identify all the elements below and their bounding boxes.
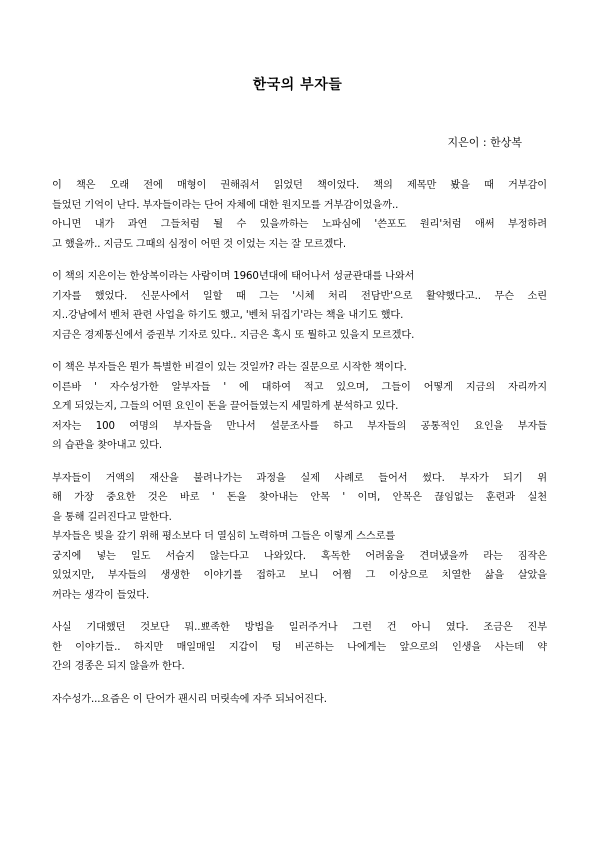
text-line: 기자를 했었다. 신문사에서 일할 때 그는 '시체 처리 전담반'으로 활약했다고.. 무슨 소린 [52,290,547,302]
text-line: 궁지에 넣는 일도 서슴지 않는다고 나와있다. 혹독한 어려움을 견뎌냈을까 라는 짐작은 [52,550,547,562]
text-line: 꺼라는 생각이 들었다. [52,589,150,601]
text-line: 부자들이 거액의 재산을 불려나가는 과정을 실제 사례로 들어서 썼다. 부자가 되기 위 [52,472,547,484]
text-line: 이 책은 부자들은 뭔가 특별한 비결이 있는 것일까? 라는 질문으로 시작한 책이다. [52,362,407,373]
paragraph [52,618,547,677]
author-line: 지은이 : 한상복 [447,136,522,149]
text-line: 저자는 100 여명의 부자들을 만나서 설문조사를 하고 부자들의 공통적인 요인을 부자들 [52,420,547,432]
text-line: 오게 되었는지, 그들의 어떤 요인이 돈을 끌어들였는지 세밀하게 분석하고 있다. [52,401,399,412]
text-line: 의 습관을 찾아내고 있다. [52,440,162,451]
text-line: 지금은 경제통신에서 증권부 기자로 있다.. 지금은 혹시 또 뭘하고 있을지 모르겠다. [52,329,415,341]
paragraph [52,469,547,606]
text-line: 간의 경종은 되지 않을까 한다. [52,661,185,672]
paragraph [52,267,547,345]
text-line: 이른바 ' 자수성가한 알부자들 ' 에 대하여 적고 있으며, 그들이 어떻게 지금의 자리까지 [52,381,547,393]
text-line: 을 통해 길러진다고 말한다. [52,511,172,523]
text-line: 있었지만, 부자들의 생생한 이야기를 접하고 보니 어쩜 그 이상으로 치열한 삶을 살았을 [52,570,547,581]
text-line: 아니면 내가 과연 그들처럼 될 수 있을까하는 노파심에 '쓴포도 원리'처럼 애써 부정하려 [52,219,547,230]
text-line: 부자들은 빚을 갚기 위해 평소보다 더 열심히 노력하며 그들은 이렇게 스스로를 [52,531,396,542]
document-title: 한국의 부자들 [252,77,343,93]
text-line: 이 책은 오래 전에 매형이 권해줘서 읽었던 책이었다. 책의 제목만 봤을 때 거부감이 [52,180,547,191]
text-line: 자수성가...요즘은 이 단어가 괜시리 머릿속에 자주 되뇌어진다. [52,693,327,705]
text-line: 이 책의 지은이는 한상복이라는 사람이며 1960년대에 태어나서 성균관대를 나와서 [52,271,415,282]
paragraph [52,176,547,254]
text-line: 해 가장 중요한 것은 바로 ' 돈을 찾아내는 안목 ' 이며, 안목은 끊임없는 훈련과 실천 [52,492,547,503]
text-line: 들었던 기억이 난다. 부자들이라는 단어 자체에 대한 원지모를 거부감이었을까.. [52,199,399,211]
document-body [52,176,547,722]
text-line: 고 했을까.. 지금도 그때의 심정이 어떤 것 이었는 지는 잘 모르겠다. [52,238,347,250]
text-line: 지..강남에서 벤처 관련 사업을 하기도 했고, '벤처 뒤집기'라는 책을 내기도 했다. [52,310,404,321]
paragraph [52,358,547,456]
paragraph [52,690,547,710]
text-line: 한 이야기들.. 하지만 매일매일 지갑이 텅 비곤하는 나에게는 앞으로의 인생을 사는데 약 [52,641,547,653]
text-line: 사실 기대했던 것보단 뭐..뾰족한 방법을 일러주거나 그런 건 아니 였다. 조금은 진부 [52,622,547,633]
